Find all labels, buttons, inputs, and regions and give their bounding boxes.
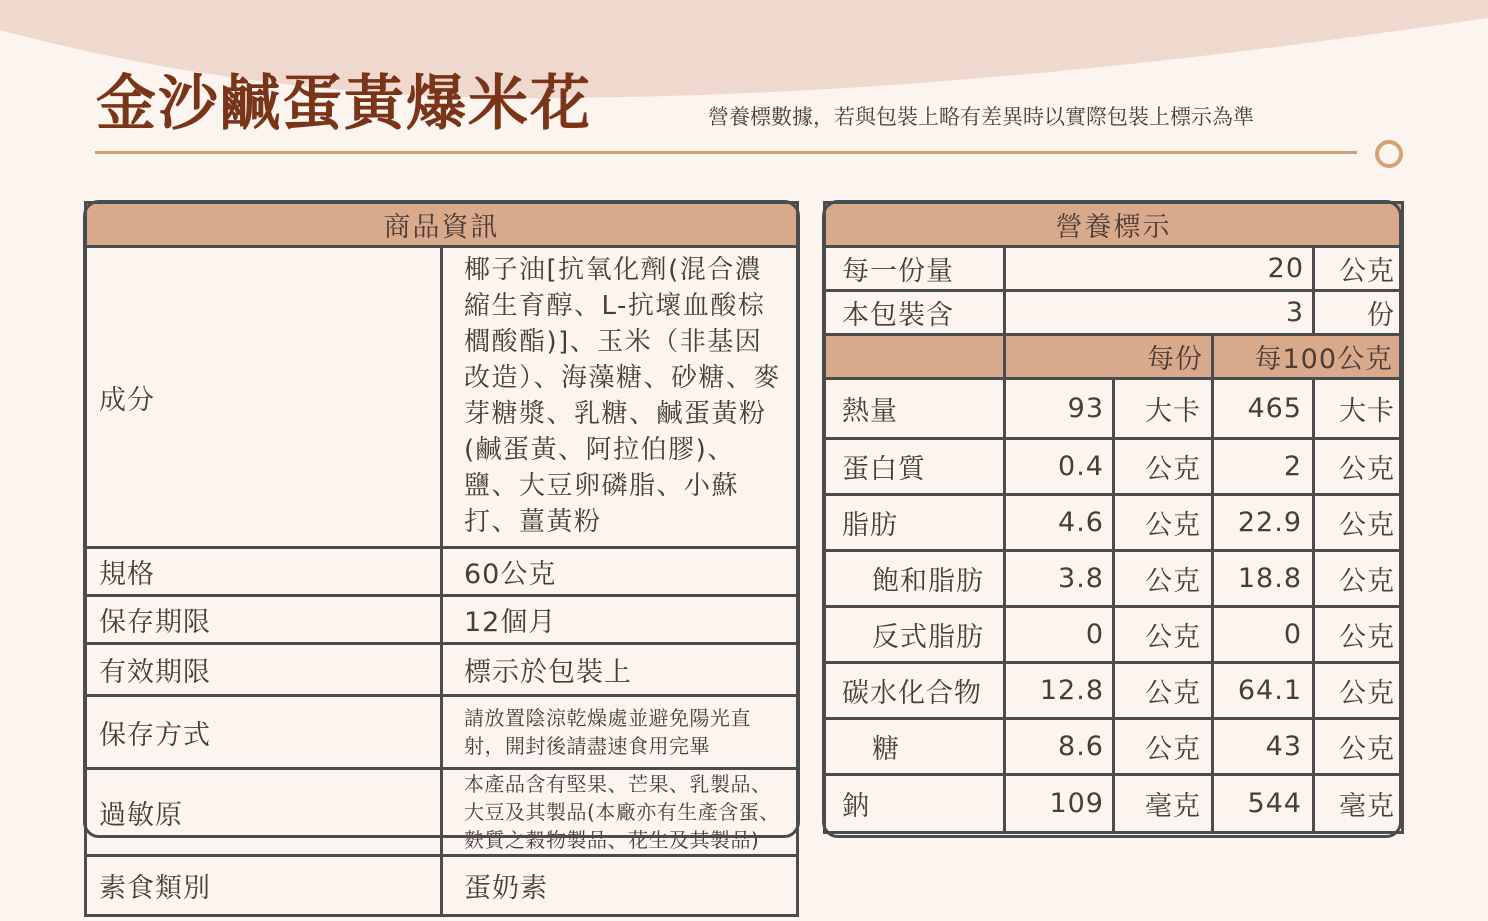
serving-size-label: 每一份量: [825, 247, 1005, 291]
per-100g-unit: 公克: [1314, 439, 1403, 495]
per-100g-unit: 公克: [1314, 663, 1403, 719]
table-row: [825, 607, 1403, 663]
column-header-blank: [825, 335, 1005, 379]
per-serving-unit: 大卡: [1114, 379, 1213, 439]
table-row: [86, 548, 798, 596]
expiry-label: 有效期限: [86, 644, 442, 696]
per-100g-unit: 毫克: [1314, 775, 1403, 833]
per-100g-value: 544: [1213, 775, 1314, 833]
ingredients-value: 椰子油[抗氧化劑(混合濃縮生育醇、L-抗壞血酸棕櫚酸酯)]、玉米（非基因改造）、海藻糖、砂糖、麥芽糖漿、乳糖、鹹蛋黃粉(鹹蛋黃、阿拉伯膠)、鹽、大豆卵磷脂、小蘇打、薑黃粉: [442, 247, 798, 548]
per-serving-value: 0.4: [1005, 439, 1114, 495]
per-serving-value: 3.8: [1005, 551, 1114, 607]
servings-per-pack-label: 本包裝含: [825, 291, 1005, 335]
nutrient-name: 飽和脂肪: [825, 551, 1005, 607]
nutrition-header: 營養標示: [825, 203, 1403, 247]
table-row: [825, 439, 1403, 495]
ingredients-label: 成分: [86, 247, 442, 548]
per-serving-unit: 公克: [1114, 607, 1213, 663]
serving-size-unit: 公克: [1314, 247, 1403, 291]
vegetarian-label: 素食類別: [86, 856, 442, 916]
title-divider: [95, 151, 1357, 154]
nutrition-table: [823, 201, 1404, 834]
table-row: [825, 495, 1403, 551]
per-100g-value: 22.9: [1213, 495, 1314, 551]
divider-end-circle: [1375, 140, 1403, 168]
per-serving-value: 4.6: [1005, 495, 1114, 551]
per-serving-value: 109: [1005, 775, 1114, 833]
servings-per-pack-unit: 份: [1314, 291, 1403, 335]
shelf-life-label: 保存期限: [86, 596, 442, 644]
per-100g-value: 18.8: [1213, 551, 1314, 607]
per-100g-value: 465: [1213, 379, 1314, 439]
vegetarian-value: 蛋奶素: [442, 856, 798, 916]
per-serving-unit: 公克: [1114, 495, 1213, 551]
per-serving-unit: 公克: [1114, 439, 1213, 495]
spec-value: 60公克: [442, 548, 798, 596]
per-serving-value: 12.8: [1005, 663, 1114, 719]
per-100g-value: 2: [1213, 439, 1314, 495]
table-row: [825, 335, 1403, 379]
table-row: [825, 379, 1403, 439]
table-row: [825, 719, 1403, 775]
table-row: [86, 696, 798, 769]
product-info-header: 商品資訊: [86, 203, 798, 247]
table-row: [86, 769, 798, 856]
table-row: [825, 291, 1403, 335]
storage-label: 保存方式: [86, 696, 442, 769]
product-title: 金沙鹹蛋黃爆米花: [96, 69, 592, 139]
per-100g-unit: 公克: [1314, 607, 1403, 663]
table-row: [825, 551, 1403, 607]
per-serving-value: 93: [1005, 379, 1114, 439]
per-100g-value: 0: [1213, 607, 1314, 663]
nutrient-name: 鈉: [825, 775, 1005, 833]
storage-value: 請放置陰涼乾燥處並避免陽光直射，開封後請盡速食用完畢: [442, 696, 798, 769]
per-100g-value: 43: [1213, 719, 1314, 775]
per-100g-column-header: 每100公克: [1213, 335, 1403, 379]
shelf-life-value: 12個月: [442, 596, 798, 644]
serving-size-value: 20: [1005, 247, 1314, 291]
per-serving-column-header: 每份: [1005, 335, 1213, 379]
expiry-value: 標示於包裝上: [442, 644, 798, 696]
product-info-table: [84, 201, 799, 917]
nutrient-name: 反式脂肪: [825, 607, 1005, 663]
nutrient-name: 碳水化合物: [825, 663, 1005, 719]
per-serving-unit: 毫克: [1114, 775, 1213, 833]
per-serving-unit: 公克: [1114, 663, 1213, 719]
per-serving-value: 8.6: [1005, 719, 1114, 775]
nutrient-name: 脂肪: [825, 495, 1005, 551]
allergen-label: 過敏原: [86, 769, 442, 856]
per-serving-unit: 公克: [1114, 719, 1213, 775]
table-row: [86, 856, 798, 916]
table-row: [825, 247, 1403, 291]
nutrient-name: 蛋白質: [825, 439, 1005, 495]
spec-label: 規格: [86, 548, 442, 596]
per-100g-unit: 公克: [1314, 719, 1403, 775]
table-row: [825, 775, 1403, 833]
nutrient-name: 糖: [825, 719, 1005, 775]
per-100g-unit: 公克: [1314, 495, 1403, 551]
disclaimer-note: 營養標數據，若與包裝上略有差異時以實際包裝上標示為準: [708, 105, 1254, 129]
per-serving-value: 0: [1005, 607, 1114, 663]
per-100g-unit: 公克: [1314, 551, 1403, 607]
per-serving-unit: 公克: [1114, 551, 1213, 607]
per-100g-unit: 大卡: [1314, 379, 1403, 439]
allergen-value: 本產品含有堅果、芒果、乳製品、大豆及其製品(本廠亦有生產含蛋、麩質之穀物製品、花生及其製品): [442, 769, 798, 856]
table-row: [825, 663, 1403, 719]
table-row: [86, 596, 798, 644]
table-row: [86, 644, 798, 696]
servings-per-pack-value: 3: [1005, 291, 1314, 335]
table-row: [86, 247, 798, 548]
per-100g-value: 64.1: [1213, 663, 1314, 719]
nutrient-name: 熱量: [825, 379, 1005, 439]
